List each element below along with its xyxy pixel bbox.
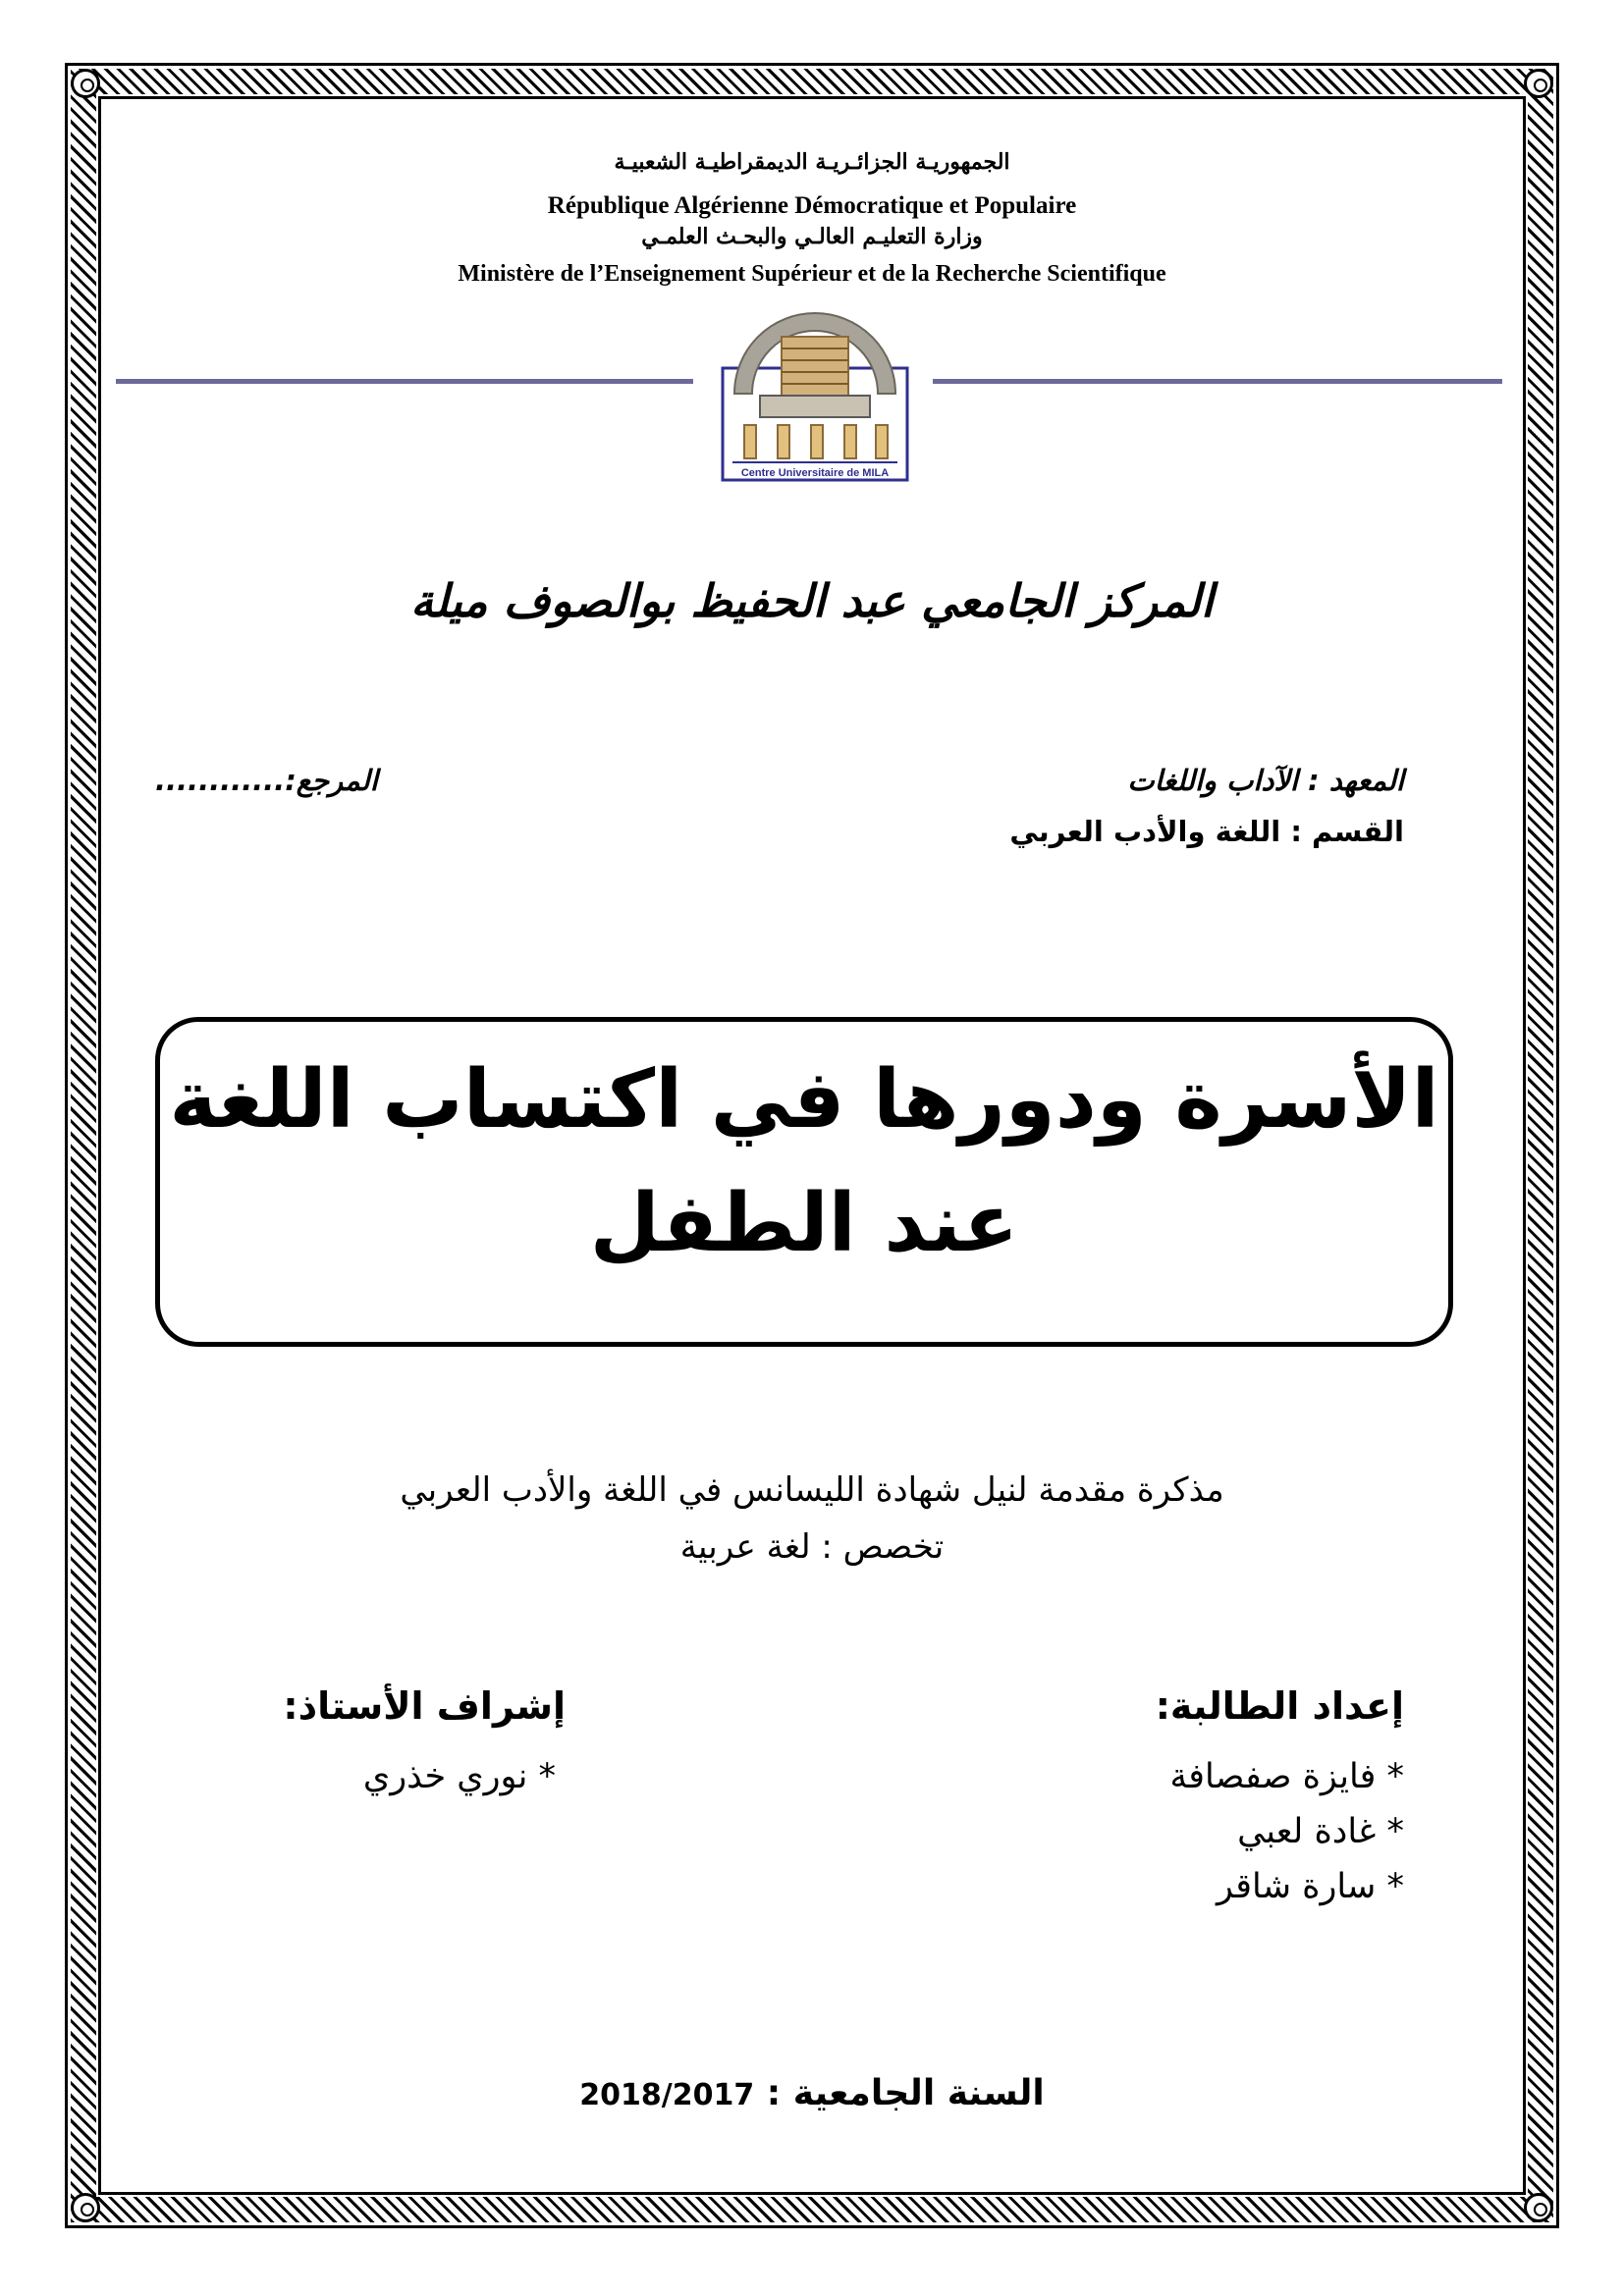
thesis-title-line-2: عند الطفل: [589, 1177, 1019, 1270]
corner-ornament-top-left: [71, 69, 100, 98]
logo-caption: Centre Universitaire de MILA: [740, 467, 890, 479]
prepared-by-heading: إعداد الطالبة:: [1155, 1684, 1404, 1728]
student-name: * غادة لعبي: [1237, 1812, 1404, 1851]
corner-ornament-bottom-right: [1524, 2193, 1553, 2222]
divider-left: [116, 379, 693, 384]
republic-french: République Algérienne Démocratique et Populaire: [547, 192, 1077, 219]
corner-ornament-top-right: [1524, 69, 1553, 98]
academic-year-label: السنة الجامعية :: [766, 2073, 1045, 2113]
university-name: المركز الجامعي عبد الحفيظ بوالصوف ميلة: [410, 574, 1214, 627]
academic-year-value: 2018/2017: [579, 2078, 755, 2112]
student-name: * فايزة صفصافة: [1169, 1757, 1404, 1796]
corner-ornament-bottom-left: [71, 2193, 100, 2222]
institute-label: المعهد : الآداب واللغات: [1127, 764, 1404, 797]
thesis-title-line-1: الأسرة ودورها في اكتساب اللغة: [169, 1053, 1439, 1147]
thesis-title-box: [155, 1017, 1453, 1347]
supervision-heading: إشراف الأستاذ:: [283, 1684, 566, 1728]
ministry-french: Ministère de l’Enseignement Supérieur et de la Recherche Scientifique: [458, 261, 1166, 287]
university-logo: [721, 309, 909, 482]
republic-arabic: الجمهوريـة الجزائـريـة الديمقراطيـة الشعبيـة: [614, 149, 1010, 175]
memo-description: مذكرة مقدمة لنيل شهادة الليسانس في اللغة والأدب العربي: [400, 1470, 1224, 1510]
reference-label: المرجع:............: [155, 764, 378, 797]
student-name: * سارة شاقر: [1216, 1867, 1404, 1906]
department-label: القسم : اللغة والأدب العربي: [1009, 815, 1404, 848]
specialty: تخصص : لغة عربية: [679, 1527, 945, 1567]
academic-year: [0, 2073, 1624, 2113]
divider-right: [933, 379, 1502, 384]
professor-name: * نوري خذري: [362, 1757, 556, 1796]
ministry-arabic: وزارة التعليـم العالـي والبحـث العلمـي: [641, 224, 983, 249]
